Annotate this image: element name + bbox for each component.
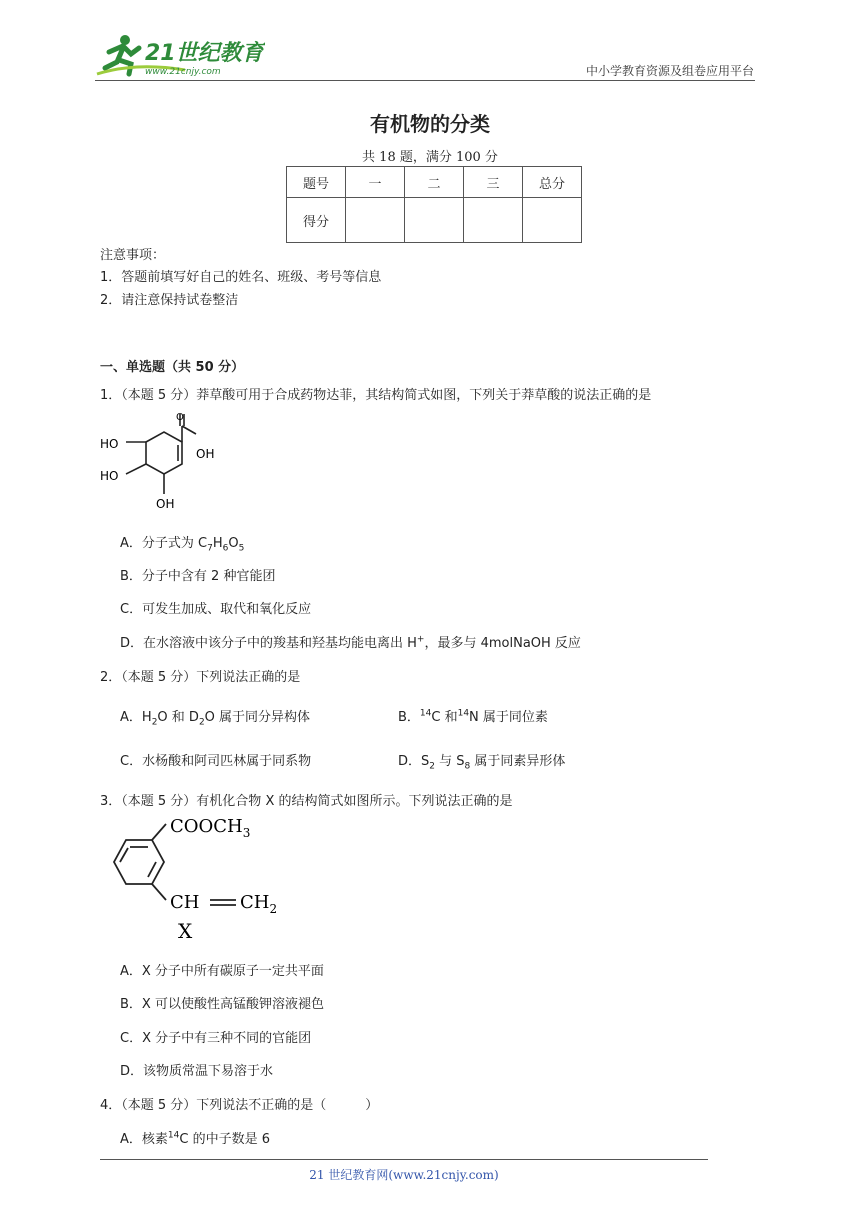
score-row-label: 得分 — [287, 198, 346, 243]
option-text: H — [141, 710, 152, 725]
header-platform-text: 中小学教育资源及组卷应用平台 — [585, 64, 754, 78]
q3-option-d[interactable]: D．该物质常温下易溶于水 — [120, 1064, 274, 1079]
subscript: 2 — [198, 717, 205, 728]
notes-heading: 注意事项： — [100, 248, 166, 263]
superscript: 14 — [419, 708, 432, 719]
option-text: 属于同素异形体 — [470, 754, 566, 769]
question-3-stem: 3．（本题 5 分）有机化合物 X 的结构简式如图所示。下列说法正确的是 — [100, 794, 513, 809]
option-text: ，最多与 4molNaOH 反应 — [424, 636, 581, 651]
q2-option-d[interactable] — [398, 750, 565, 772]
footer-link[interactable]: 21 世纪教育网(www.21cnjy.com) — [309, 1168, 499, 1182]
option-text: A．分子式为 C — [120, 536, 208, 551]
subscript: 6 — [222, 543, 229, 554]
score-table — [286, 166, 582, 243]
score-cell[interactable] — [464, 198, 523, 243]
option-text: C 的中子数是 6 — [179, 1132, 270, 1147]
superscript: + — [416, 634, 425, 645]
superscript: 14 — [457, 708, 470, 719]
option-text: S — [421, 754, 430, 769]
shikimic-acid-structure — [96, 412, 226, 514]
question-2-stem: 2．（本题 5 分）下列说法正确的是 — [100, 670, 301, 685]
q3-option-b[interactable]: B．X 可以使酸性高锰酸钾溶液褪色 — [120, 997, 324, 1012]
struct-label: $COOCH_3$ — [170, 816, 251, 840]
note-item: 1．答题前填写好自己的姓名、班级、考号等信息 — [100, 270, 382, 285]
subscript: 2 — [151, 717, 158, 728]
option-text: D． — [398, 754, 422, 769]
page-subtitle: 共 18 题，满分 100 分 — [362, 150, 498, 165]
site-logo — [95, 32, 265, 78]
q2-option-a[interactable] — [120, 706, 310, 728]
question-4-stem: 4．（本题 5 分）下列说法不正确的是（ ） — [100, 1098, 379, 1113]
section-heading: 一、单选题（共 50 分） — [100, 360, 245, 375]
score-header-cell: 总分 — [523, 167, 582, 198]
option-text: A．核素 — [120, 1132, 168, 1147]
footer-divider — [100, 1159, 708, 1160]
q2-option-c[interactable]: C．水杨酸和阿司匹林属于同系物 — [120, 754, 312, 769]
option-text: O — [228, 536, 239, 551]
q3-option-a[interactable]: A．X 分子中所有碳原子一定共平面 — [120, 964, 324, 979]
option-text: H — [212, 536, 223, 551]
q4-option-a[interactable] — [120, 1128, 270, 1147]
header-divider — [95, 80, 755, 81]
q1-option-d[interactable] — [120, 632, 581, 651]
option-text: O 和 D — [157, 710, 199, 725]
superscript: 14 — [167, 1130, 180, 1141]
option-text: 与 S — [435, 754, 465, 769]
struct-label: $CH_2$ — [240, 892, 278, 916]
option-text: B． — [398, 710, 420, 725]
score-cell[interactable] — [346, 198, 405, 243]
subscript: 2 — [429, 761, 436, 772]
compound-x-structure — [96, 814, 296, 946]
struct-label: OH — [156, 497, 175, 511]
option-text: A． — [120, 710, 142, 725]
option-text: O 属于同分异构体 — [204, 710, 311, 725]
page-title: 有机物的分类 — [370, 112, 490, 136]
q1-option-a[interactable] — [120, 532, 244, 554]
struct-label: CH — [170, 892, 200, 913]
q3-option-c[interactable]: C．X 分子中有三种不同的官能团 — [120, 1031, 312, 1046]
q1-option-b[interactable]: B．分子中含有 2 种官能团 — [120, 569, 276, 584]
logo-url-text: www.21cnjy.com — [145, 67, 221, 77]
struct-label: O — [176, 412, 184, 423]
note-item: 2．请注意保持试卷整洁 — [100, 293, 239, 308]
struct-label: HO — [100, 437, 119, 451]
subscript: 8 — [464, 761, 471, 772]
q1-option-c[interactable]: C．可发生加成、取代和氧化反应 — [120, 602, 312, 617]
option-text: N 属于同位素 — [469, 710, 548, 725]
option-text: D．在水溶液中该分子中的羧基和羟基均能电离出 H — [120, 636, 417, 651]
struct-label: OH — [196, 447, 215, 461]
subscript: 5 — [238, 543, 245, 554]
struct-label: HO — [100, 469, 119, 483]
score-header-cell: 题号 — [287, 167, 346, 198]
struct-label: X — [178, 919, 193, 943]
logo-text: 21世纪教育 — [145, 41, 264, 66]
score-header-cell: 三 — [464, 167, 523, 198]
score-header-cell: 一 — [346, 167, 405, 198]
q2-option-b[interactable] — [398, 706, 548, 725]
option-text: C 和 — [431, 710, 458, 725]
score-cell[interactable] — [405, 198, 464, 243]
score-cell[interactable] — [523, 198, 582, 243]
score-header-cell: 二 — [405, 167, 464, 198]
subscript: 7 — [207, 543, 213, 554]
question-1-stem: 1．（本题 5 分）莽草酸可用于合成药物达菲，其结构简式如图，下列关于莽草酸的说法正确的是 — [100, 388, 652, 403]
